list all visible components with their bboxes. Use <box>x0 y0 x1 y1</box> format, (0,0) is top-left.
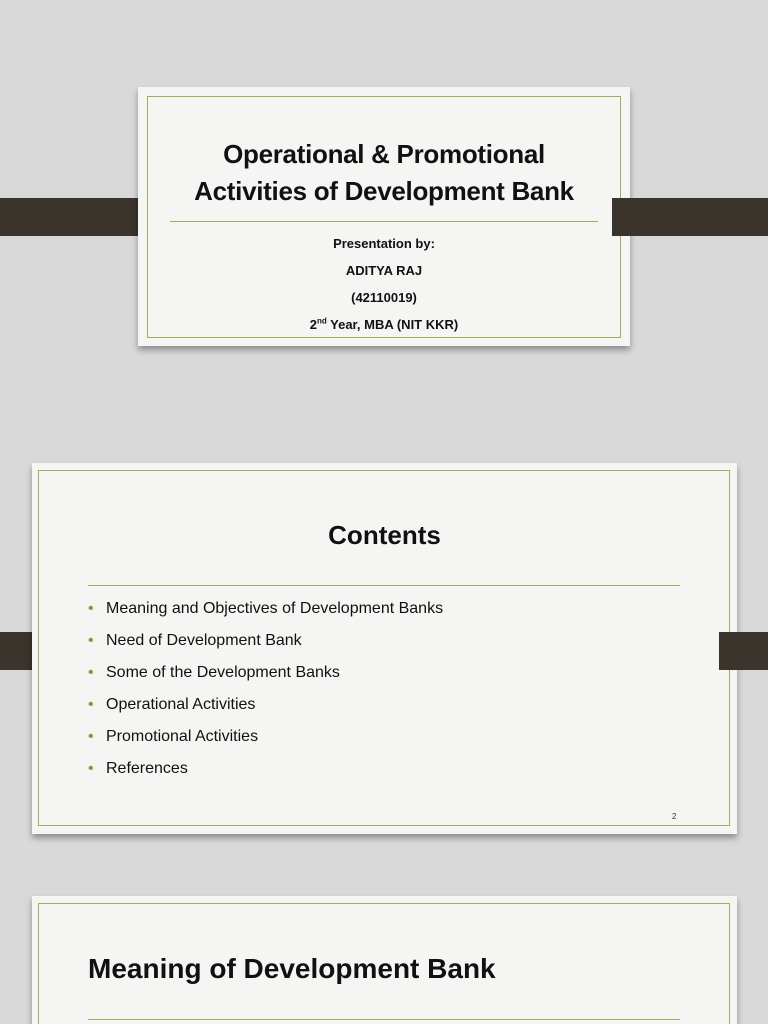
slide-3-divider <box>88 1019 680 1020</box>
list-item-text: Meaning and Objectives of Development Banks <box>106 600 444 617</box>
slide-1-title-line-1: Operational & Promotional <box>223 139 545 169</box>
slide-1-title-line-2: Activities of Development Bank <box>194 176 574 206</box>
list-item-text: References <box>106 760 188 777</box>
bullet-icon: • <box>88 632 94 649</box>
list-item <box>88 693 443 725</box>
slide-1-title <box>138 136 630 210</box>
list-item <box>88 629 443 661</box>
slide2-right-tab <box>719 632 768 670</box>
page-number: 2 <box>672 812 677 821</box>
list-item-text: Need of Development Bank <box>106 632 302 649</box>
list-item-text: Some of the Development Banks <box>106 664 340 681</box>
year-ordinal-suffix: nd <box>316 316 327 326</box>
slide-1 <box>138 87 630 346</box>
bullet-icon: • <box>88 760 94 777</box>
contents-title: Contents <box>328 520 441 550</box>
bullet-icon: • <box>88 728 94 745</box>
slide-1-divider <box>170 221 598 222</box>
list-item-text: Promotional Activities <box>106 728 259 745</box>
presentation-by-label: Presentation by: <box>333 236 435 251</box>
year-program-text: Year, MBA (NIT KKR) <box>326 317 459 332</box>
author-name: ADITYA RAJ <box>345 263 423 278</box>
year-program <box>138 317 630 332</box>
list-item <box>88 661 443 693</box>
roll-number: (42110019) <box>351 290 417 305</box>
slide1-right-tab <box>612 198 768 236</box>
contents-list <box>88 597 443 789</box>
bullet-icon: • <box>88 696 94 713</box>
slide-3-title: Meaning of Development Bank <box>88 953 496 984</box>
list-item <box>88 725 443 757</box>
year-number: 2 <box>309 317 317 332</box>
list-item <box>88 597 443 629</box>
list-item <box>88 757 443 789</box>
bullet-icon: • <box>88 664 94 681</box>
list-item-text: Operational Activities <box>106 696 256 713</box>
bullet-icon: • <box>88 600 94 617</box>
slide-2-divider <box>88 585 680 586</box>
slide1-left-tab <box>0 198 156 236</box>
